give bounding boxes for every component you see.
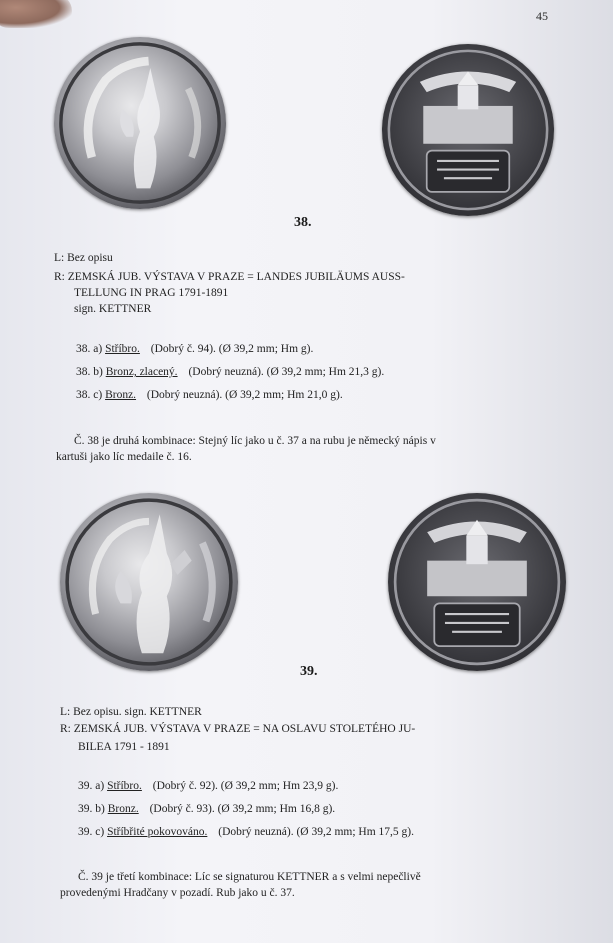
variant-id: 39. c) [78,826,105,838]
note-39-line2: provedenými Hradčany v pozadí. Rub jako u č. 37. [60,887,295,899]
variant-details: (Dobrý č. 94). (Ø 39,2 mm; Hm g). [150,343,314,355]
thumb-shadow [0,0,72,28]
variant-38c [76,389,343,401]
variant-details: (Dobrý neuzná). (Ø 39,2 mm; Hm 21,0 g). [146,389,343,401]
medal-39-reverse-image [388,493,566,671]
variant-details: (Dobrý neuzná). (Ø 39,2 mm; Hm 17,5 g). [218,826,415,838]
variant-39b [78,803,335,815]
variant-details: (Dobrý č. 92). (Ø 39,2 mm; Hm 23,9 g). [152,780,339,792]
legend-reverse-39-line2: BILEA 1791 - 1891 [78,741,170,753]
medal-38-obverse-image [54,37,226,209]
figure-label-39: 39. [300,664,318,679]
variant-39c [78,826,414,838]
variant-material: Stříbřité pokovováno. [107,826,208,838]
note-39 [60,869,590,901]
variant-39a [78,780,338,792]
variant-id: 38. c) [76,389,103,401]
medal-39-obverse-image [60,493,238,671]
note-38-line2: kartuši jako líc medaile č. 16. [56,451,192,463]
exhibition-building-icon [382,44,554,216]
note-38-line1: Č. 38 je druhá kombinace: Stejný líc jako u č. 37 a na rubu je německý nápis v [74,435,436,447]
variant-details: (Dobrý neuzná). (Ø 39,2 mm; Hm 21,3 g). [188,366,385,378]
variant-material: Stříbro. [107,780,142,792]
page-number: 45 [536,9,548,23]
variant-38b [76,366,384,378]
exhibition-building-icon [388,493,566,671]
medal-figure-icon [54,37,226,209]
note-39-line1: Č. 39 je třetí kombinace: Líc se signaturou KETTNER a s velmi nepečlivě [78,871,421,883]
legend-obverse-39: L: Bez opisu. sign. KETTNER [60,706,202,718]
legend-obverse-38: L: Bez opisu [54,252,113,264]
legend-reverse-38-line1: R: ZEMSKÁ JUB. VÝSTAVA V PRAZE = LANDES JUBILÄUMS AUSS- [54,271,405,283]
medal-figure-icon [60,493,238,671]
note-38 [56,433,586,465]
legend-reverse-38-line2: TELLUNG IN PRAG 1791-1891 [74,287,229,299]
variant-id: 39. b) [78,803,105,815]
legend-reverse-39-line1: R: ZEMSKÁ JUB. VÝSTAVA V PRAZE = NA OSLAVU STOLETÉHO JU- [60,723,416,735]
figure-label-38: 38. [294,215,312,230]
medal-38-reverse-image [382,44,554,216]
variant-details: (Dobrý č. 93). (Ø 39,2 mm; Hm 16,8 g). [149,803,336,815]
variant-material: Bronz. [107,803,139,815]
variant-id: 38. a) [76,343,103,355]
variant-38a [76,343,313,355]
variant-material: Bronz, zlacený. [105,366,178,378]
signature-38: sign. KETTNER [74,303,152,315]
variant-id: 38. b) [76,366,103,378]
variant-material: Stříbro. [105,343,140,355]
variant-material: Bronz. [105,389,137,401]
variant-id: 39. a) [78,780,105,792]
